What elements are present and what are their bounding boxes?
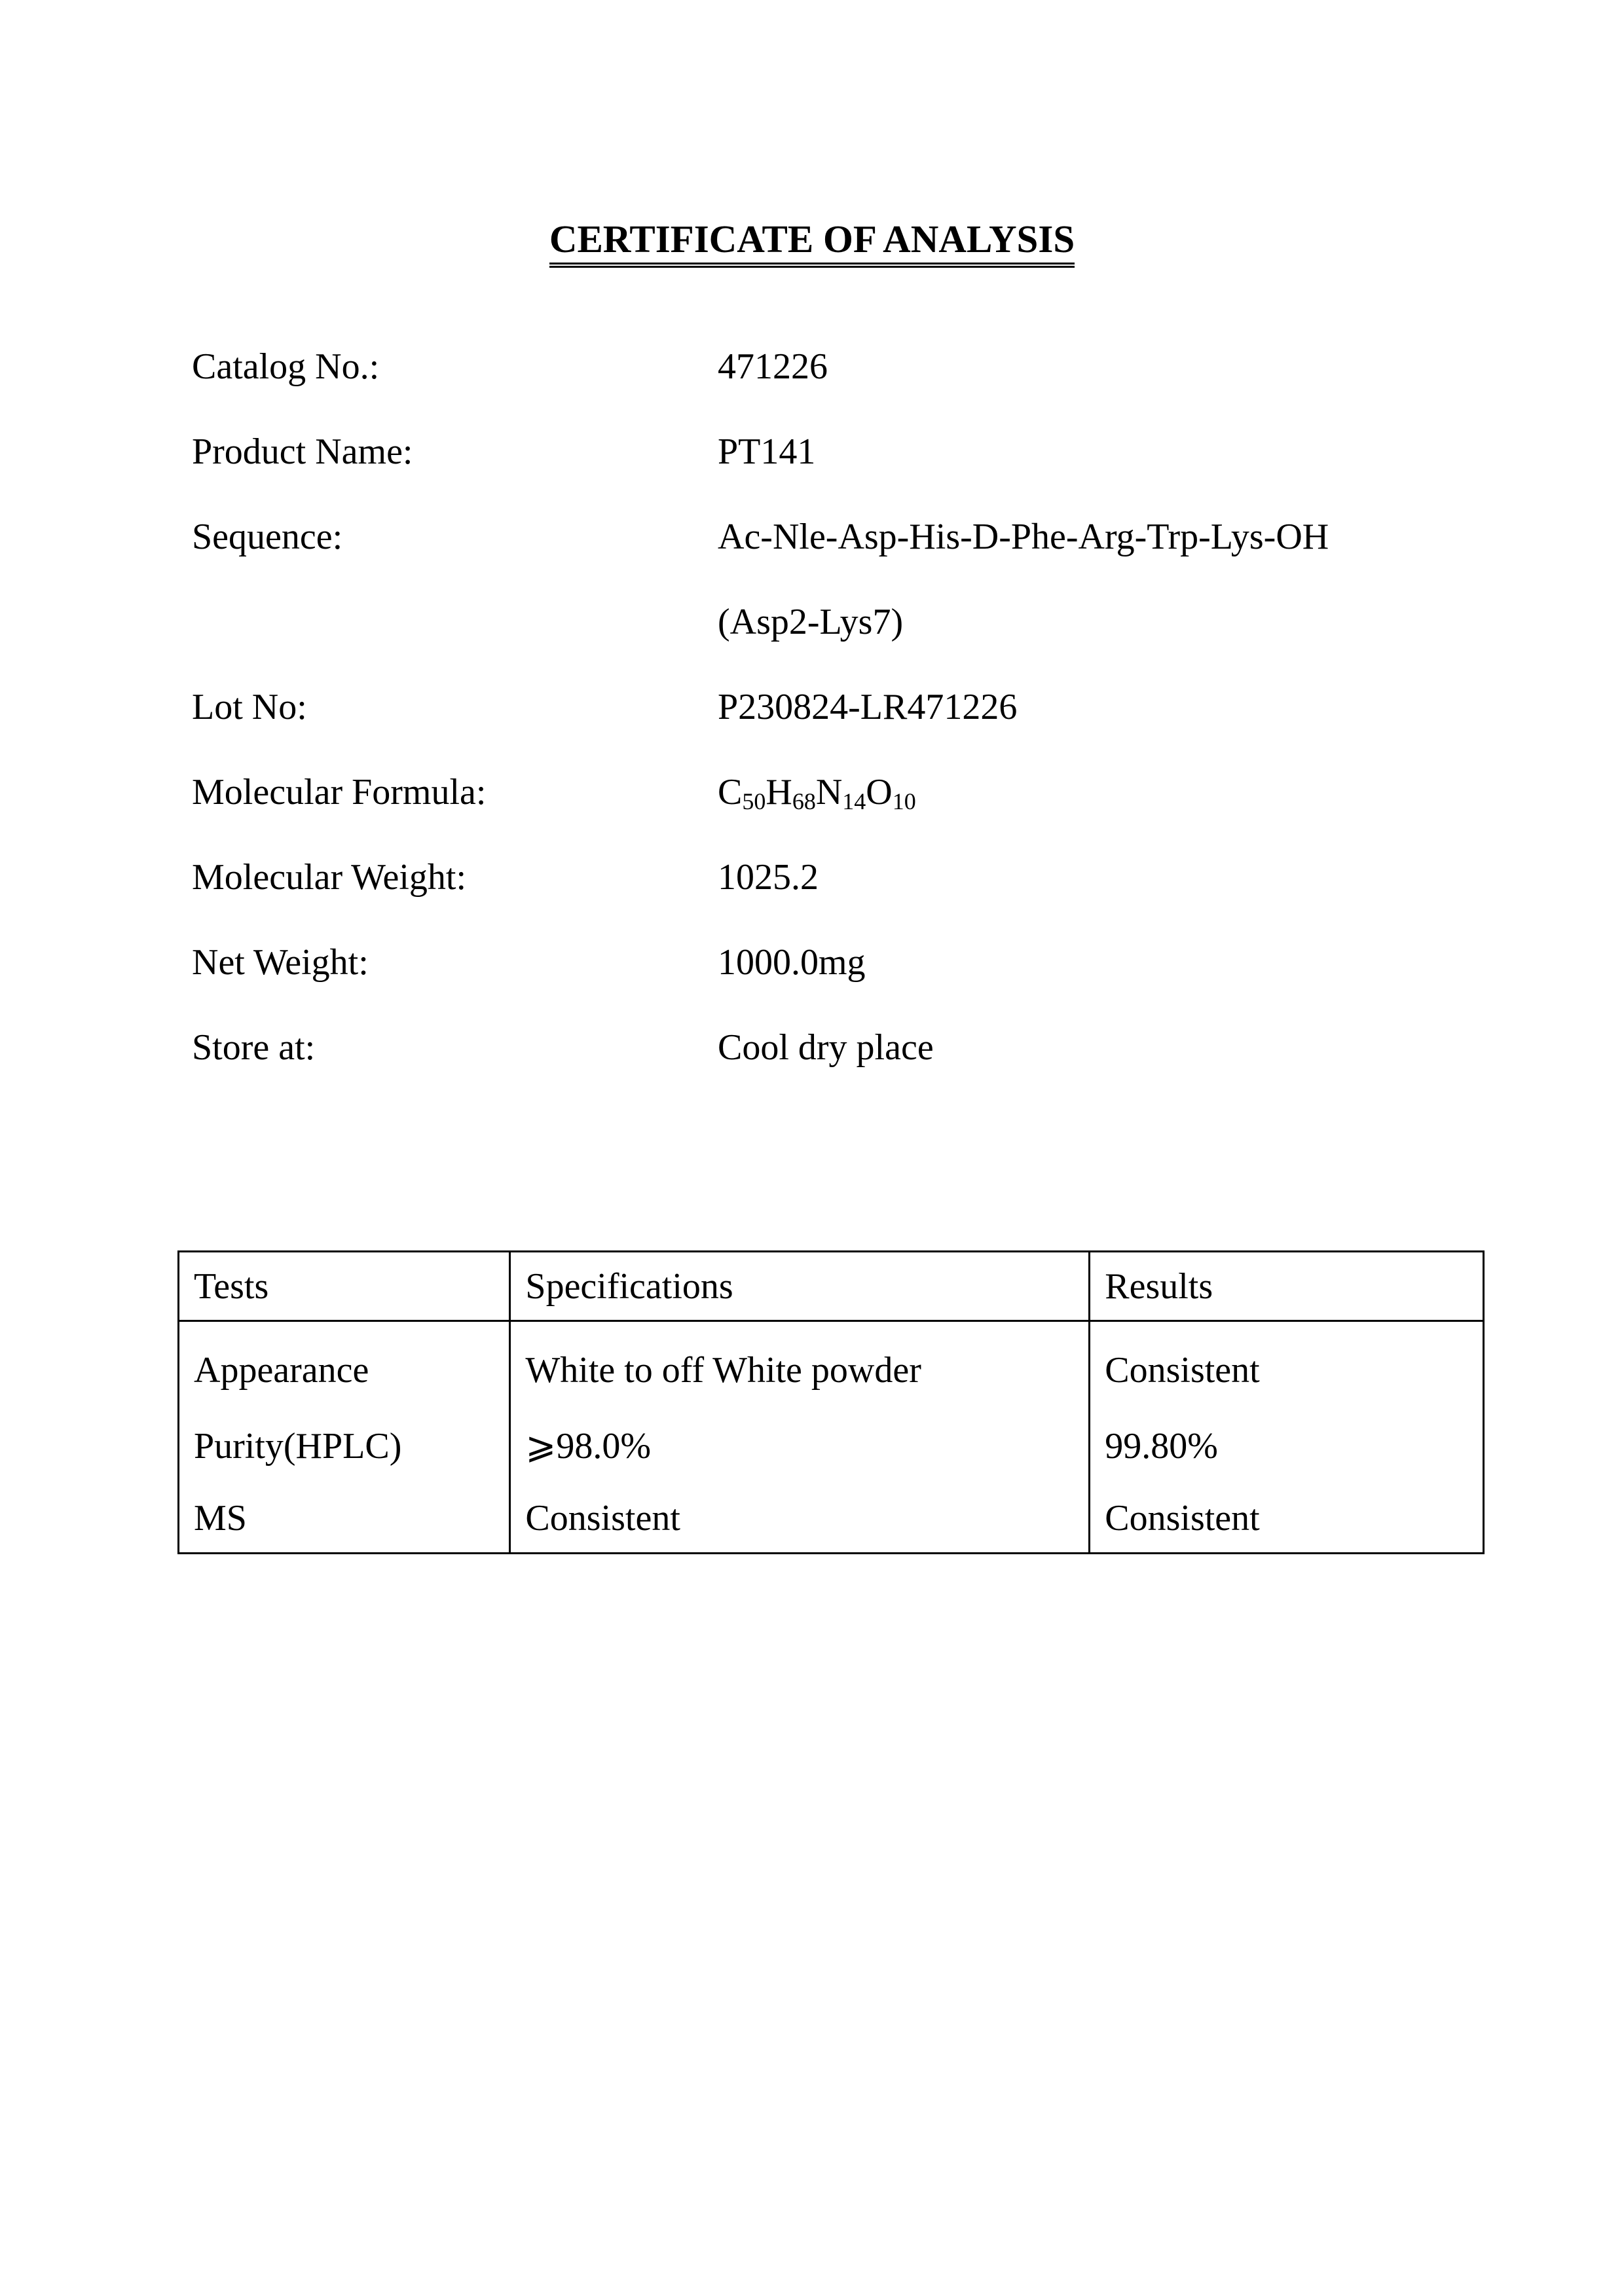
info-row-store — [192, 1021, 1502, 1106]
net-weight-value: 1000.0mg — [718, 942, 866, 983]
info-row-mw — [192, 851, 1502, 936]
info-row-formula — [192, 766, 1502, 851]
product-name-label: Product Name: — [192, 431, 413, 472]
table-row — [179, 1321, 1484, 1409]
test-name: MS — [179, 1484, 510, 1554]
test-specification: Consistent — [510, 1484, 1090, 1554]
table-row — [179, 1408, 1484, 1484]
formula-label: Molecular Formula: — [192, 772, 487, 812]
lot-label: Lot No: — [192, 687, 307, 727]
header-results: Results — [1090, 1252, 1484, 1321]
test-name: Purity(HPLC) — [179, 1408, 510, 1484]
info-row-sequence-cont — [192, 596, 1502, 681]
formula-element: C — [718, 772, 743, 812]
header-tests: Tests — [179, 1252, 510, 1321]
store-label: Store at: — [192, 1027, 316, 1068]
product-info — [192, 340, 1502, 1106]
net-weight-label: Net Weight: — [192, 942, 369, 983]
info-row-sequence — [192, 511, 1502, 596]
sequence-value-line2: (Asp2-Lys7) — [718, 602, 904, 642]
test-result: Consistent — [1090, 1484, 1484, 1554]
lot-value: P230824-LR471226 — [718, 687, 1018, 727]
header-specifications: Specifications — [510, 1252, 1090, 1321]
formula-element: O — [866, 772, 893, 812]
info-row-product — [192, 426, 1502, 511]
formula-value — [718, 766, 1502, 818]
test-specification: White to off White powder — [510, 1321, 1090, 1409]
sequence-value: Ac-Nle-Asp-His-D-Phe-Arg-Trp-Lys-OH — [718, 517, 1329, 557]
molecular-weight-label: Molecular Weight: — [192, 857, 467, 898]
sequence-label: Sequence: — [192, 517, 343, 557]
formula-count: 10 — [892, 788, 916, 814]
catalog-value: 471226 — [718, 346, 828, 387]
formula-element: N — [815, 772, 843, 812]
info-row-catalog — [192, 340, 1502, 426]
page-title-text: CERTIFICATE OF ANALYSIS — [549, 217, 1075, 268]
test-name: Appearance — [179, 1321, 510, 1409]
test-result: Consistent — [1090, 1321, 1484, 1409]
formula-count: 68 — [792, 788, 816, 814]
molecular-weight-value: 1025.2 — [718, 857, 819, 898]
formula-count: 50 — [742, 788, 766, 814]
info-row-net — [192, 936, 1502, 1021]
page-title — [0, 213, 1624, 268]
product-name-value: PT141 — [718, 431, 816, 472]
formula-count: 14 — [842, 788, 866, 814]
tests-table — [177, 1250, 1485, 1554]
table-row — [179, 1484, 1484, 1554]
info-row-lot — [192, 681, 1502, 766]
test-result: 99.80% — [1090, 1408, 1484, 1484]
catalog-label: Catalog No.: — [192, 346, 380, 387]
table-header-row — [179, 1252, 1484, 1321]
test-specification: ⩾98.0% — [510, 1408, 1090, 1484]
store-value: Cool dry place — [718, 1027, 934, 1068]
formula-element: H — [766, 772, 792, 812]
